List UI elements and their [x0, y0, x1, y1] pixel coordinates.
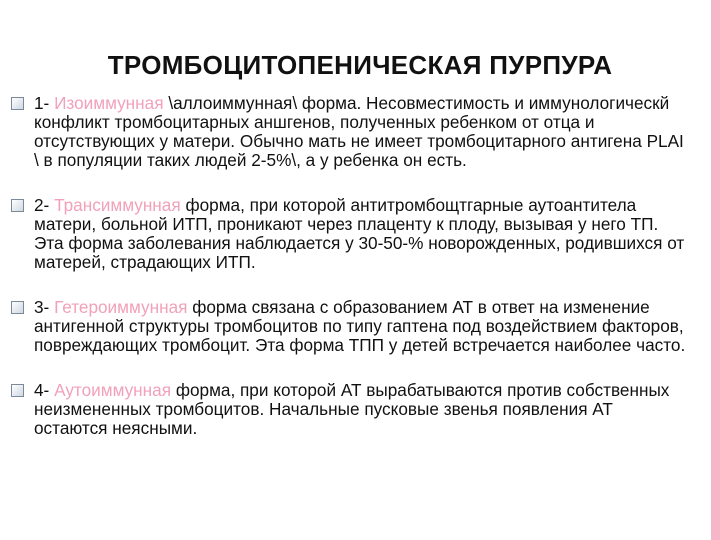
- slide-title: ТРОМБОЦИТОПЕНИЧЕСКАЯ ПУРПУРА: [107, 50, 613, 80]
- bullet-number: 1-: [34, 93, 55, 113]
- bullet-number: 3-: [34, 297, 55, 317]
- square-checkbox-icon: [11, 97, 24, 110]
- bullet-text: форма связана с образованием АТ в ответ на изменение антигенной структуры тромбоцитов по типу гаптена под воздействием факторов, повреждающих тромбоцит. Эта форма ТПП у детей встречается наиболее часто.: [34, 297, 686, 355]
- bullet-item: [10, 94, 690, 170]
- square-checkbox-icon: [11, 301, 24, 314]
- bullet-highlight: Изоиммунная: [54, 93, 169, 113]
- bullet-highlight: Аутоиммунная: [54, 380, 176, 400]
- bullet-text: \аллоиммунная\ форма. Несовместимость и иммунологическй конфликт тромбоцитарных аншгенов, полученных ребенком от отца и отсутствующих у матери. Обычно мать не имеет тромбоцитарного антигена PLAI \ в популяции таких людей 2-5%\, а у ребенка он есть.: [34, 93, 684, 170]
- bullet-number: 4-: [34, 380, 55, 400]
- bullet-highlight: Трансиммунная: [54, 195, 186, 215]
- square-checkbox-icon: [11, 199, 24, 212]
- square-checkbox-icon: [11, 384, 24, 397]
- bullet-item: [10, 298, 690, 355]
- bullet-text: форма, при которой антитромбощтгарные аутоантитела матери, больной ИТП, проникают через плаценту к плоду, вызывая у него ТП. Эта форма заболевания наблюдается у 30-50-% новорожденных, родившихся от матерей, страдающих ИТП.: [34, 195, 685, 272]
- bullet-highlight: Гетероиммунная: [54, 297, 193, 317]
- bullet-item: [10, 196, 690, 272]
- bullet-text: форма, при которой АТ вырабатываются против собственных неизмененных тромбоцитов. Начальные пусковые звенья появления АТ остаются неясными.: [34, 380, 670, 438]
- bullet-item: [10, 381, 690, 438]
- right-accent-bar: [711, 0, 720, 540]
- bullet-number: 2-: [34, 195, 55, 215]
- bullet-list: [10, 94, 690, 438]
